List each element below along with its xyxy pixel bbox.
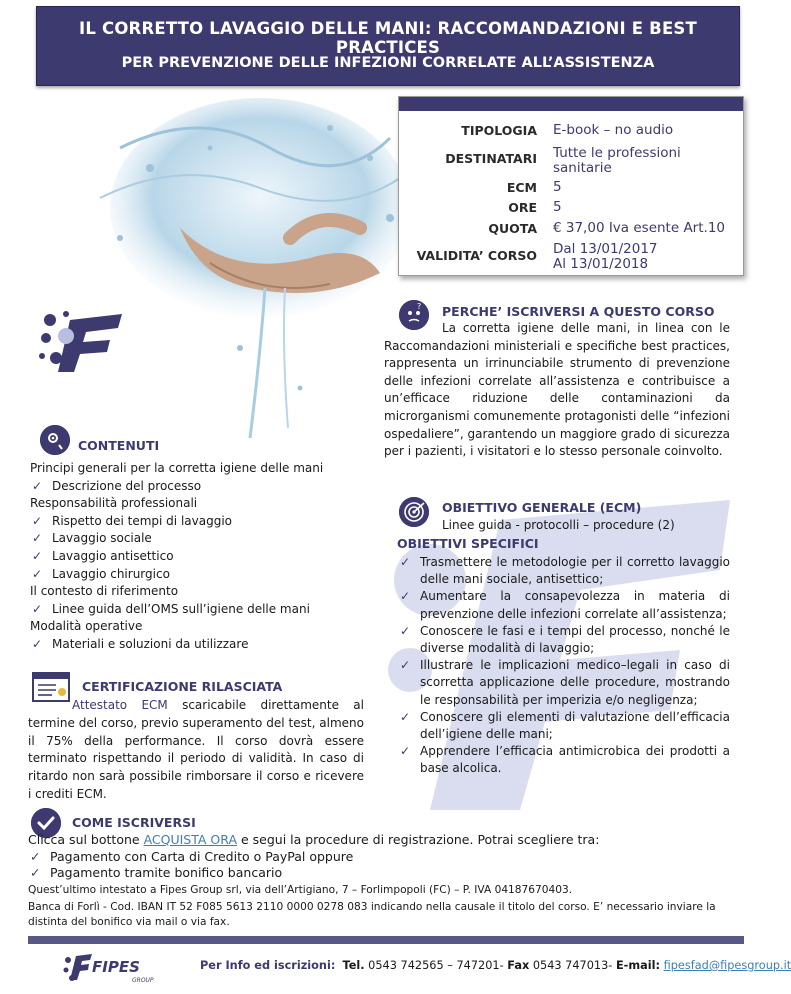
target-icon (399, 497, 429, 527)
obiettivo-item: ✓ Trasmettere le metodologie per il corretto lavaggio delle mani sociale, antisettico; (398, 554, 730, 588)
page-title: IL CORRETTO LAVAGGIO DELLE MANI: RACCOMANDAZIONI E BEST PRACTICES (79, 19, 697, 57)
bank-note-2: Banca di Forlì - Cod. IBAN IT 52 F085 5613 2110 0000 0278 083 indicando nella causale il titolo del corso. E’ necessario inviare la distinta del bonifico via mail o via fax. (28, 901, 716, 928)
contenuti-item: ✓ Materiali e soluzioni da utilizzare (30, 636, 375, 654)
footer-logo-sub: GROUP (132, 977, 154, 984)
payment-option: ✓ Pagamento tramite bonifico bancario (28, 865, 744, 882)
contenuti-heading-1: Principi generali per la corretta igiene delle mani (30, 461, 324, 475)
quota-value: € 37,00 Iva esente Art.10 (553, 220, 725, 236)
obiettivi-specifici-list (398, 554, 730, 778)
validita-value-1: Dal 13/01/2017 (553, 241, 658, 257)
contenuti-heading-4: Modalità operative (30, 619, 143, 634)
obiettivo-item: ✓ Apprendere l’efficacia antimicrobica dei prodotti a base alcolica. (398, 743, 730, 777)
destinatari-label: DESTINATARI (445, 151, 537, 166)
page-subtitle: PER PREVENZIONE DELLE INFEZIONI CORRELATE ALL’ASSISTENZA (121, 55, 655, 71)
svg-text:?: ? (417, 302, 422, 311)
contenuti-item: ✓ Linee guida dell’OMS sull’igiene delle mani (30, 601, 375, 619)
destinatari-value-2: sanitarie (553, 160, 612, 176)
contenuti-item: ✓ Lavaggio sociale (30, 530, 375, 548)
obiettivi-specifici-title: OBIETTIVI SPECIFICI (397, 536, 539, 551)
obiettivo-item: ✓ Illustrare le implicazioni medico–legali in caso di scorretta applicazione delle procedure, mostrando le responsabilità per imperizia e/o negligenza; (398, 657, 730, 709)
obiettivo-item: ✓ Aumentare la consapevolezza in materia di prevenzione delle infezioni correlate all’assistenza; (398, 588, 730, 622)
footer-logo-text: FIPES (92, 958, 140, 976)
come-iscriversi-title: COME ISCRIVERSI (72, 815, 196, 830)
contenuti-item: ✓ Rispetto dei tempi di lavaggio (30, 513, 375, 531)
obiettivo-item: ✓ Conoscere gli elementi di valutazione dell’efficacia dell’igiene delle mani; (398, 709, 730, 743)
fax-value: 0543 747013- (532, 959, 613, 972)
bank-note-1: Quest’ultimo intestato a Fipes Group srl, via dell’Artigiano, 7 – Forlimpopoli (FC) – P. IVA 04187670403. (28, 884, 573, 896)
tel-label: Tel. (342, 959, 365, 972)
certificazione-text (28, 697, 364, 804)
contenuti-item: ✓ Lavaggio chirurgico (30, 566, 375, 584)
footer-contact (200, 959, 791, 972)
email-label: E-mail: (615, 959, 661, 972)
certificazione-title: CERTIFICAZIONE RILASCIATA (82, 679, 283, 694)
come-iscriversi-intro (28, 832, 744, 849)
email-link[interactable]: fipesfad@fipesgroup.it (663, 959, 791, 972)
obiettivo-generale-text: Linee guida - protocolli – procedure (2) (442, 518, 675, 532)
footer-divider (28, 936, 744, 944)
footer-label: Per Info ed iscrizioni: (200, 959, 336, 972)
head-gears-icon (40, 425, 70, 455)
ecm-label: ECM (506, 180, 537, 195)
contenuti-title: CONTENUTI (78, 438, 160, 453)
contenuti-list (30, 460, 375, 654)
contenuti-heading-2: Responsabilità professionali (30, 496, 198, 511)
perche-text: La corretta igiene delle mani, in linea con le Raccomandazioni ministeriali e specifiche best practices, rappresenta un irrinunciabile strumento di prevenzione delle infezioni correlate all’assistenza e contribuisce a un’efficace riduzione delle contaminazioni da microrganismi comunemente protagonisti delle “infezioni ospedaliere”, garantendo un maggiore grado di sicurezza per i pazienti, i visitatori e lo stesso personale coinvolto. (384, 321, 730, 459)
come-iscriversi-block (28, 832, 744, 882)
obiettivo-item: ✓ Conoscere le fasi e i tempi del processo, nonché le diverse modalità di lavaggio; (398, 623, 730, 657)
ore-label: ORE (508, 200, 537, 215)
fipes-logo (36, 306, 126, 376)
header-banner (36, 6, 740, 86)
hands-water-image (60, 88, 420, 458)
contenuti-item: ✓ Lavaggio antisettico (30, 548, 375, 566)
perche-title: PERCHE’ ISCRIVERSI A QUESTO CORSO (442, 304, 715, 319)
tel-value: 0543 742565 – 747201- (368, 959, 504, 972)
payment-option: ✓ Pagamento con Carta di Credito o PayPal oppure (28, 849, 744, 866)
certificazione-body: scaricabile direttamente al termine del corso, previo superamento del test, almeno il 75% della performance. Il corso dovrà essere terminato rispettando il periodo di validità. In caso di ritardo non sarà possibile rimborsare il corso e ricevere i crediti ECM. (28, 698, 364, 801)
fax-label: Fax (507, 959, 530, 972)
contenuti-heading-3: Il contesto di riferimento (30, 584, 179, 599)
validita-value-2: Al 13/01/2018 (553, 256, 649, 272)
intro-text: e segui la procedure di registrazione. Potrai scegliere tra: (237, 832, 600, 847)
destinatari-value-1: Tutte le professioni (553, 145, 681, 161)
ore-value: 5 (553, 199, 562, 215)
intro-text: Clicca sul bottone (28, 832, 144, 847)
fipes-group-logo (62, 948, 152, 988)
course-info-card (398, 96, 744, 276)
ecm-value: 5 (553, 179, 562, 195)
acquista-ora-link[interactable]: ACQUISTA ORA (143, 832, 237, 847)
attestato-highlight: Attestato ECM (72, 698, 168, 712)
validita-label: VALIDITA’ CORSO (416, 248, 537, 263)
contenuti-item: ✓ Descrizione del processo (30, 478, 375, 496)
quota-label: QUOTA (488, 221, 537, 236)
tipologia-label: TIPOLOGIA (461, 123, 537, 138)
obiettivo-generale-title: OBIETTIVO GENERALE (ECM) (442, 500, 642, 515)
card-top-bar (399, 97, 743, 111)
tipologia-value: E-book – no audio (553, 122, 674, 138)
